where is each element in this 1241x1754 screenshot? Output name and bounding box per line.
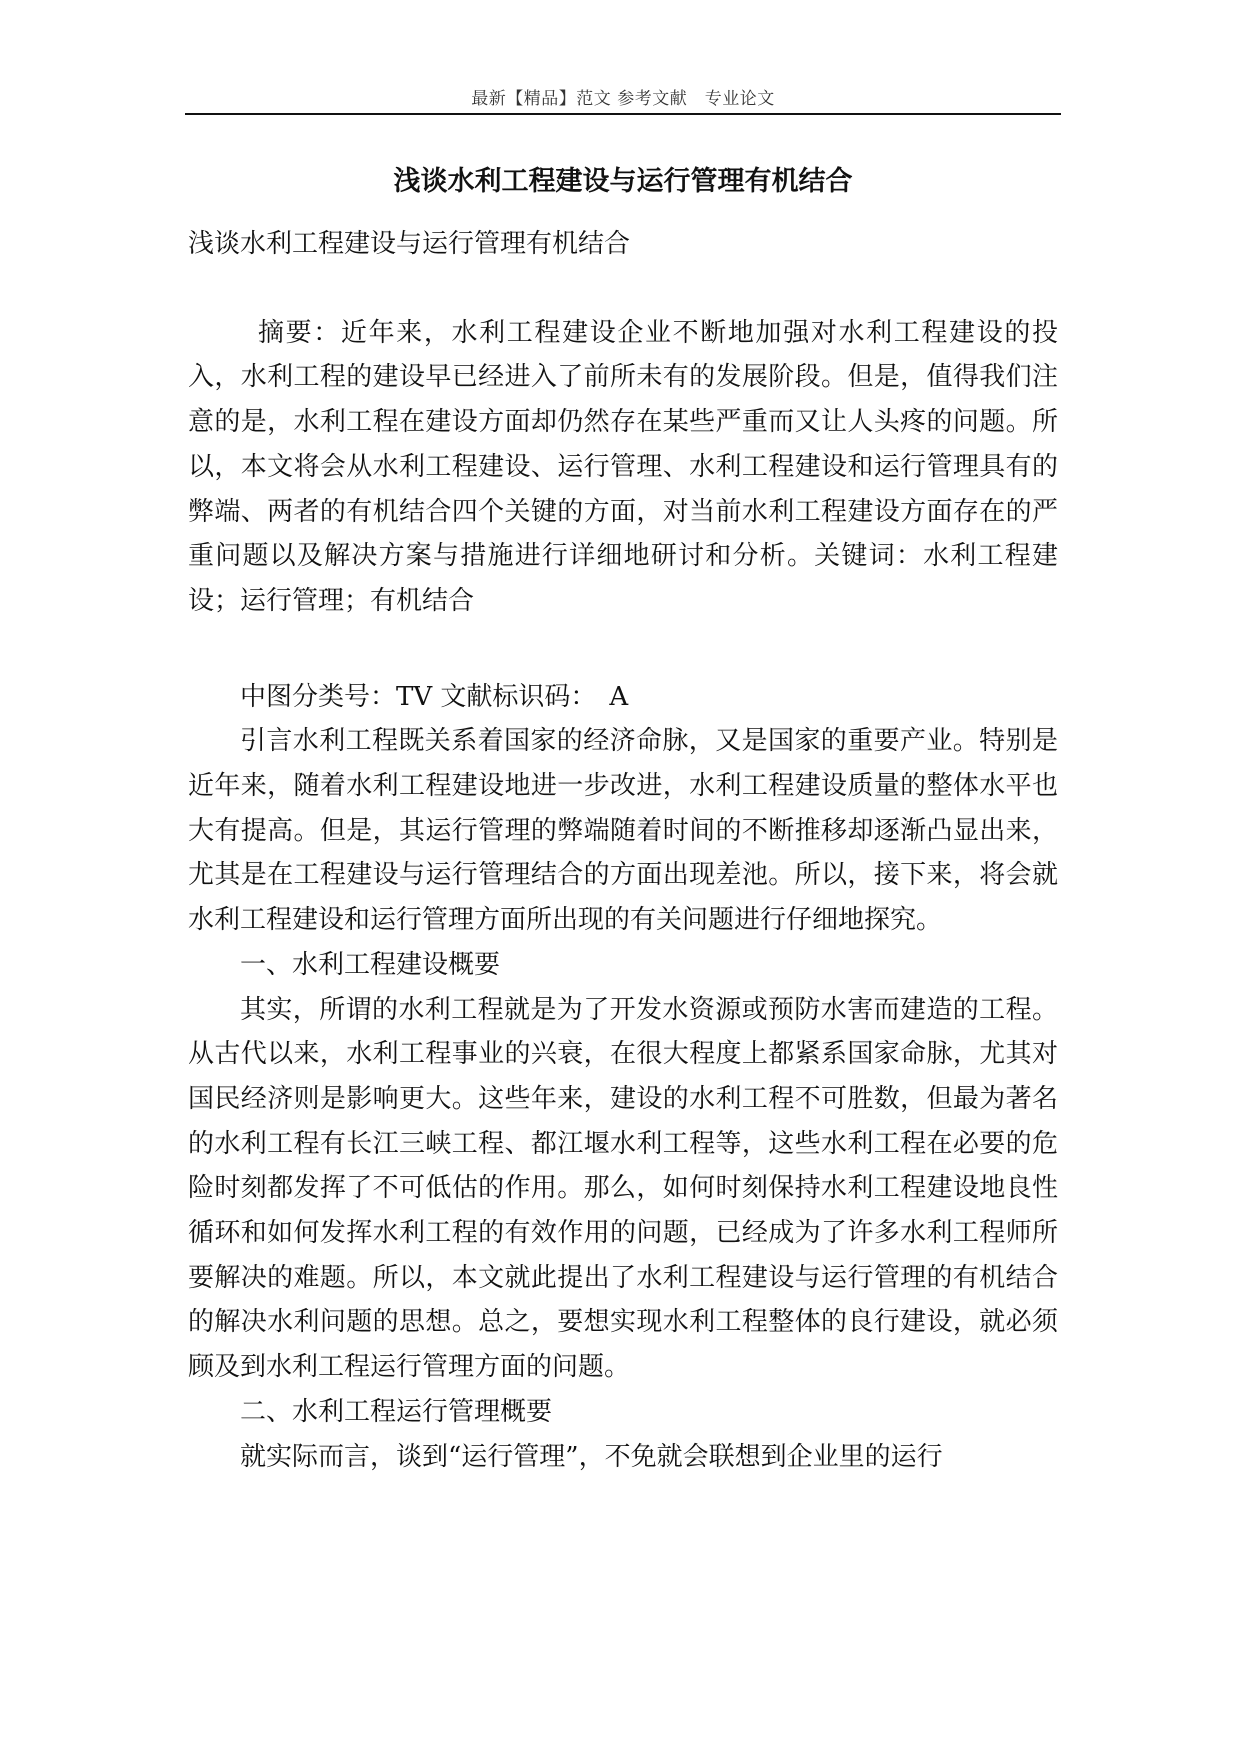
section-paragraph-2: 就实际而言，谈到“运行管理”，不免就会联想到企业里的运行 <box>240 1441 943 1472</box>
section-heading-2: 二、水利工程运行管理概要 <box>240 1396 553 1427</box>
section-paragraph-1: 其实，所谓的水利工程就是为了开发水资源或预防水害而建造的工程。从古代以来，水利工程事业的兴衰，在很大程度上都紧系国家命脉，尤其对国民经济则是影响更大。这些年来，建设的水利工程不可胜数，但最为著名的水利工程有长江三峡工程、都江堰水利工程等，这些水利工程在必要的危险时刻都发挥了不可低估的作用。那么，如何时刻保持水利工程建设地良性循环和如何发挥水利工程的有效作用的问题，已经成为了许多水利工程师所要解决的难题。所以，本文就此提出了水利工程建设与运行管理的有机结合的解决水利问题的思想。总之，要想实现水利工程整体的良行建设，就必须顾及到水利工程运行管理方面的问题。 <box>188 994 1058 1383</box>
page-header: 最新【精品】范文 参考文献 专业论文 <box>471 89 775 109</box>
document-title: 浅谈水利工程建设与运行管理有机结合 <box>393 166 853 197</box>
document-body <box>188 222 1058 1479</box>
abstract-paragraph: 摘要：近年来，水利工程建设企业不断地加强对水利工程建设的投入，水利工程的建设早已经进入了前所未有的发展阶段。但是，值得我们注意的是，水利工程在建设方面却仍然存在某些严重而又让人头疼的问题。所以，本文将会从水利工程建设、运行管理、水利工程建设和运行管理具有的弊端、两者的有机结合四个关键的方面，对当前水利工程建设方面存在的严重问题以及解决方案与措施进行详细地研讨和分析。关键词：水利工程建设；运行管理；有机结合 <box>188 317 1058 616</box>
spacer <box>188 267 1058 311</box>
header-divider <box>185 113 1061 115</box>
classification-line: 中图分类号：TV 文献标识码： A <box>240 681 629 712</box>
section-heading-1: 一、水利工程建设概要 <box>240 949 501 980</box>
document-subtitle: 浅谈水利工程建设与运行管理有机结合 <box>188 229 631 259</box>
spacer <box>188 624 1058 675</box>
intro-paragraph: 引言水利工程既关系着国家的经济命脉，又是国家的重要产业。特别是近年来，随着水利工程建设地进一步改进，水利工程建设质量的整体水平也大有提高。但是，其运行管理的弊端随着时间的不断推移却逐渐凸显出来，尤其是在工程建设与运行管理结合的方面出现差池。所以，接下来，将会就水利工程建设和运行管理方面所出现的有关问题进行仔细地探究。 <box>188 726 1058 936</box>
